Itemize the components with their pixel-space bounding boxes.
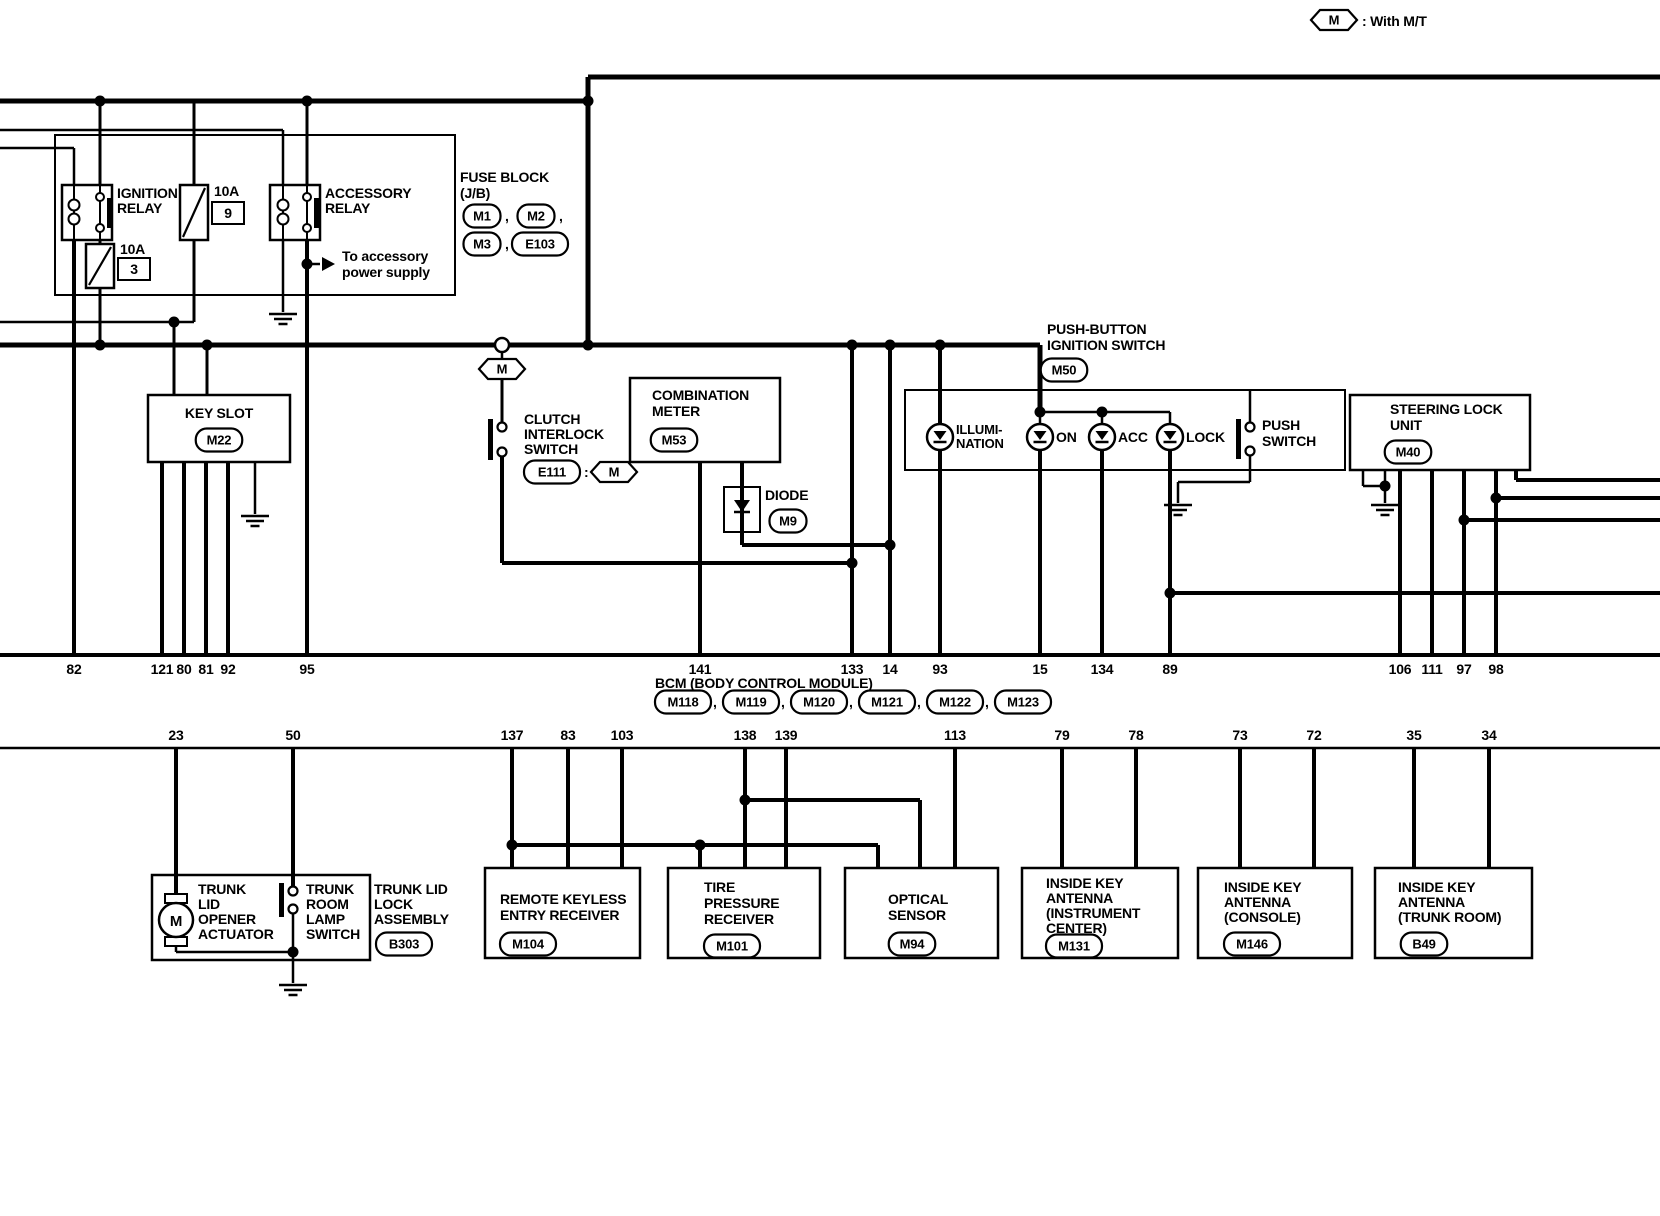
mt-variant-label: M: [608, 464, 620, 480]
connector-m121: M121: [871, 694, 903, 710]
fuse-rating: 10A: [120, 241, 146, 257]
bcm-pin-number: 92: [220, 661, 236, 677]
bcm-pin-number: 98: [1488, 661, 1504, 677]
relay-contact-icon: [107, 198, 112, 228]
antenna-instrument-label: (INSTRUMENT: [1046, 905, 1141, 921]
switch-icon: [289, 905, 298, 914]
bcm-pin-number: 83: [560, 727, 576, 743]
connector-m146: M146: [1236, 936, 1268, 952]
bcm-pin-number: 133: [840, 661, 864, 677]
bcm-pin-number: 138: [733, 727, 757, 743]
optical-sensor-label: OPTICAL: [888, 891, 949, 907]
connector-m119: M119: [735, 694, 767, 710]
switch-icon: [498, 448, 507, 457]
accessory-power-note: power supply: [342, 264, 430, 280]
antenna-console-label: (CONSOLE): [1224, 909, 1301, 925]
antenna-instrument-label: ANTENNA: [1046, 890, 1114, 906]
junction-dot: [583, 340, 594, 351]
bcm-pin-number: 35: [1406, 727, 1422, 743]
connector-m118: M118: [667, 694, 699, 710]
motor-icon: [165, 894, 187, 903]
ignition-relay-label: RELAY: [117, 200, 163, 216]
switch-icon: [289, 887, 298, 896]
relay-contact-icon: [314, 198, 319, 228]
separator: ,: [713, 694, 717, 710]
junction-dot: [695, 840, 706, 851]
connector-m53: M53: [661, 432, 687, 448]
junction-dot: [507, 840, 518, 851]
junction-dot: [202, 340, 213, 351]
clutch-interlock-switch-label: SWITCH: [524, 441, 579, 457]
diode-label: DIODE: [765, 487, 809, 503]
bcm-pin-number: 97: [1456, 661, 1472, 677]
separator: ,: [849, 694, 853, 710]
bcm-pin-number: 72: [1306, 727, 1322, 743]
connector-m101: M101: [716, 938, 748, 954]
bcm-pin-number: 95: [299, 661, 315, 677]
bcm-pin-number: 93: [932, 661, 948, 677]
antenna-console-label: ANTENNA: [1224, 894, 1292, 910]
on-led-label: ON: [1056, 429, 1077, 445]
relay-contact-icon: [303, 193, 311, 201]
ignition-relay-box: [62, 185, 112, 240]
junction-dot: [302, 96, 313, 107]
antenna-trunk-label: ANTENNA: [1398, 894, 1466, 910]
junction-dot: [302, 259, 313, 270]
trunk-actuator-label: OPENER: [198, 911, 256, 927]
switch-icon: [279, 883, 284, 917]
push-switch-label: SWITCH: [1262, 433, 1317, 449]
relay-contact-icon: [303, 224, 311, 232]
push-button-ignition-title: PUSH-BUTTON: [1047, 321, 1147, 337]
antenna-instrument-label: INSIDE KEY: [1046, 875, 1124, 891]
trunk-actuator-label: TRUNK: [198, 881, 246, 897]
trunk-actuator-label: LID: [198, 896, 220, 912]
fuse-block-title: FUSE BLOCK: [460, 169, 550, 185]
fuse-block-title: (J/B): [460, 185, 491, 201]
trunk-lid-lock-assembly-label: ASSEMBLY: [374, 911, 449, 927]
ground-symbol: [279, 985, 307, 995]
tire-pressure-label: PRESSURE: [704, 895, 780, 911]
connector-m40: M40: [1395, 444, 1421, 460]
diode-icon: [734, 500, 750, 512]
switch-icon: [1246, 423, 1255, 432]
connector-m2: M2: [527, 208, 545, 224]
trunk-lamp-switch-label: ROOM: [306, 896, 349, 912]
bcm-pin-number: 50: [285, 727, 301, 743]
connector-b303: B303: [388, 936, 420, 952]
switch-icon: [488, 419, 493, 460]
bcm-pin-number: 89: [1162, 661, 1178, 677]
accessory-relay-box: [270, 185, 320, 240]
combination-meter-label: METER: [652, 403, 701, 419]
legend-note: : With M/T: [1362, 13, 1427, 29]
keyless-receiver-label: REMOTE KEYLESS: [500, 891, 627, 907]
accessory-relay-label: RELAY: [325, 200, 371, 216]
clutch-interlock-switch-label: CLUTCH: [524, 411, 581, 427]
switch-icon: [498, 423, 507, 432]
junction-dot: [847, 558, 858, 569]
fuse-rating: 10A: [214, 183, 240, 199]
connector-m131: M131: [1058, 938, 1090, 954]
steering-lock-label: UNIT: [1390, 417, 1422, 433]
switch-icon: [1246, 447, 1255, 456]
mt-variant-label: M: [496, 361, 508, 377]
bcm-pin-number: 78: [1128, 727, 1144, 743]
tire-pressure-label: RECEIVER: [704, 911, 774, 927]
bcm-pin-number: 79: [1054, 727, 1070, 743]
combination-meter-label: COMBINATION: [652, 387, 750, 403]
relay-coil-icon: [69, 200, 80, 211]
bcm-pin-number: 139: [774, 727, 798, 743]
antenna-trunk-label: INSIDE KEY: [1398, 879, 1476, 895]
separator: ,: [917, 694, 921, 710]
junction-dot: [95, 96, 106, 107]
fuse-slot: 3: [130, 261, 138, 277]
bcm-pin-number: 80: [176, 661, 192, 677]
motor-icon: [165, 937, 187, 946]
trunk-actuator-label: ACTUATOR: [198, 926, 274, 942]
relay-coil-icon: [278, 214, 289, 225]
separator: ,: [559, 208, 563, 224]
key-slot-label: KEY SLOT: [184, 405, 254, 421]
antenna-console-label: INSIDE KEY: [1224, 879, 1302, 895]
separator: :: [584, 464, 589, 480]
junction-dot: [1097, 407, 1108, 418]
tire-pressure-label: TIRE: [704, 879, 736, 895]
bcm-pin-number: 141: [688, 661, 712, 677]
junction-dot: [885, 540, 896, 551]
bcm-pin-number: 106: [1388, 661, 1412, 677]
bcm-pin-number: 121: [150, 661, 174, 677]
bcm-pin-number: 113: [944, 727, 966, 743]
accessory-power-note: To accessory: [342, 248, 429, 264]
connector-m122: M122: [939, 694, 971, 710]
separator: ,: [781, 694, 785, 710]
illumination-led-label: ILLUMI-: [956, 422, 1003, 437]
bcm-pin-number: 81: [198, 661, 214, 677]
push-switch-label: PUSH: [1262, 417, 1301, 433]
bcm-pin-number: 134: [1090, 661, 1114, 677]
ground-symbol: [241, 516, 269, 526]
junction-dot: [1459, 515, 1470, 526]
ground-symbol: [1371, 505, 1399, 515]
connector-m9: M9: [779, 513, 797, 529]
trunk-lamp-switch-label: LAMP: [306, 911, 345, 927]
arrow-icon: [322, 257, 335, 271]
relay-contact-icon: [96, 193, 104, 201]
bcm-pin-number: 111: [1421, 661, 1443, 677]
junction-dot: [169, 317, 180, 328]
keyless-receiver-label: ENTRY RECEIVER: [500, 907, 620, 923]
lock-led-label: LOCK: [1186, 429, 1225, 445]
connector-m123: M123: [1007, 694, 1039, 710]
bcm-pin-number: 14: [882, 661, 898, 677]
junction-dot: [1380, 481, 1391, 492]
trunk-lamp-switch-label: TRUNK: [306, 881, 354, 897]
trunk-lid-lock-assembly-label: TRUNK LID: [374, 881, 448, 897]
fuse-slot: 9: [224, 205, 232, 221]
steering-lock-label: STEERING LOCK: [1390, 401, 1503, 417]
bcm-pin-number: 137: [500, 727, 524, 743]
junction-dot: [847, 340, 858, 351]
separator: ,: [505, 208, 509, 224]
relay-coil-icon: [278, 200, 289, 211]
mt-variant-label: M: [1328, 12, 1340, 28]
bcm-pin-number: 82: [66, 661, 82, 677]
bcm-pin-number: 103: [610, 727, 634, 743]
separator: ,: [505, 236, 509, 252]
connector-b49: B49: [1412, 936, 1436, 952]
relay-coil-icon: [69, 214, 80, 225]
connector-e111: E111: [537, 464, 567, 480]
junction-dot: [740, 795, 751, 806]
junction-dot: [1491, 493, 1502, 504]
separator: ,: [985, 694, 989, 710]
antenna-instrument-label: CENTER): [1046, 920, 1107, 936]
acc-led-label: ACC: [1118, 429, 1148, 445]
connector-m104: M104: [512, 936, 544, 952]
junction-dot: [935, 340, 946, 351]
accessory-relay-label: ACCESSORY: [325, 185, 412, 201]
bcm-pin-number: 23: [168, 727, 184, 743]
ignition-relay-label: IGNITION: [117, 185, 178, 201]
push-button-ignition-title: IGNITION SWITCH: [1047, 337, 1166, 353]
bcm-pin-number: 15: [1032, 661, 1048, 677]
connector-e103: E103: [525, 236, 555, 252]
junction-dot: [583, 96, 594, 107]
bcm-pin-number: 73: [1232, 727, 1248, 743]
junction-dot: [1035, 407, 1046, 418]
motor-label: M: [169, 913, 183, 930]
optical-sensor-label: SENSOR: [888, 907, 946, 923]
junction-dot: [95, 340, 106, 351]
connector-m22: M22: [206, 432, 232, 448]
junction-dot: [288, 947, 299, 958]
trunk-lamp-switch-label: SWITCH: [306, 926, 361, 942]
bcm-pin-number: 34: [1481, 727, 1497, 743]
connector-m3: M3: [473, 236, 491, 252]
junction-dot: [885, 340, 896, 351]
connector-m50: M50: [1051, 362, 1077, 378]
junction-dot: [1165, 588, 1176, 599]
option-junction-icon: [495, 338, 509, 352]
illumination-led-label: NATION: [956, 436, 1004, 451]
ground-symbol: [269, 314, 297, 324]
connector-m94: M94: [899, 936, 925, 952]
clutch-interlock-switch-label: INTERLOCK: [524, 426, 604, 442]
relay-contact-icon: [96, 224, 104, 232]
connector-m1: M1: [473, 208, 491, 224]
bcm-label: BCM (BODY CONTROL MODULE): [655, 675, 873, 691]
switch-icon: [1236, 419, 1241, 459]
antenna-trunk-label: (TRUNK ROOM): [1398, 909, 1502, 925]
trunk-lid-lock-assembly-label: LOCK: [374, 896, 413, 912]
connector-m120: M120: [803, 694, 835, 710]
